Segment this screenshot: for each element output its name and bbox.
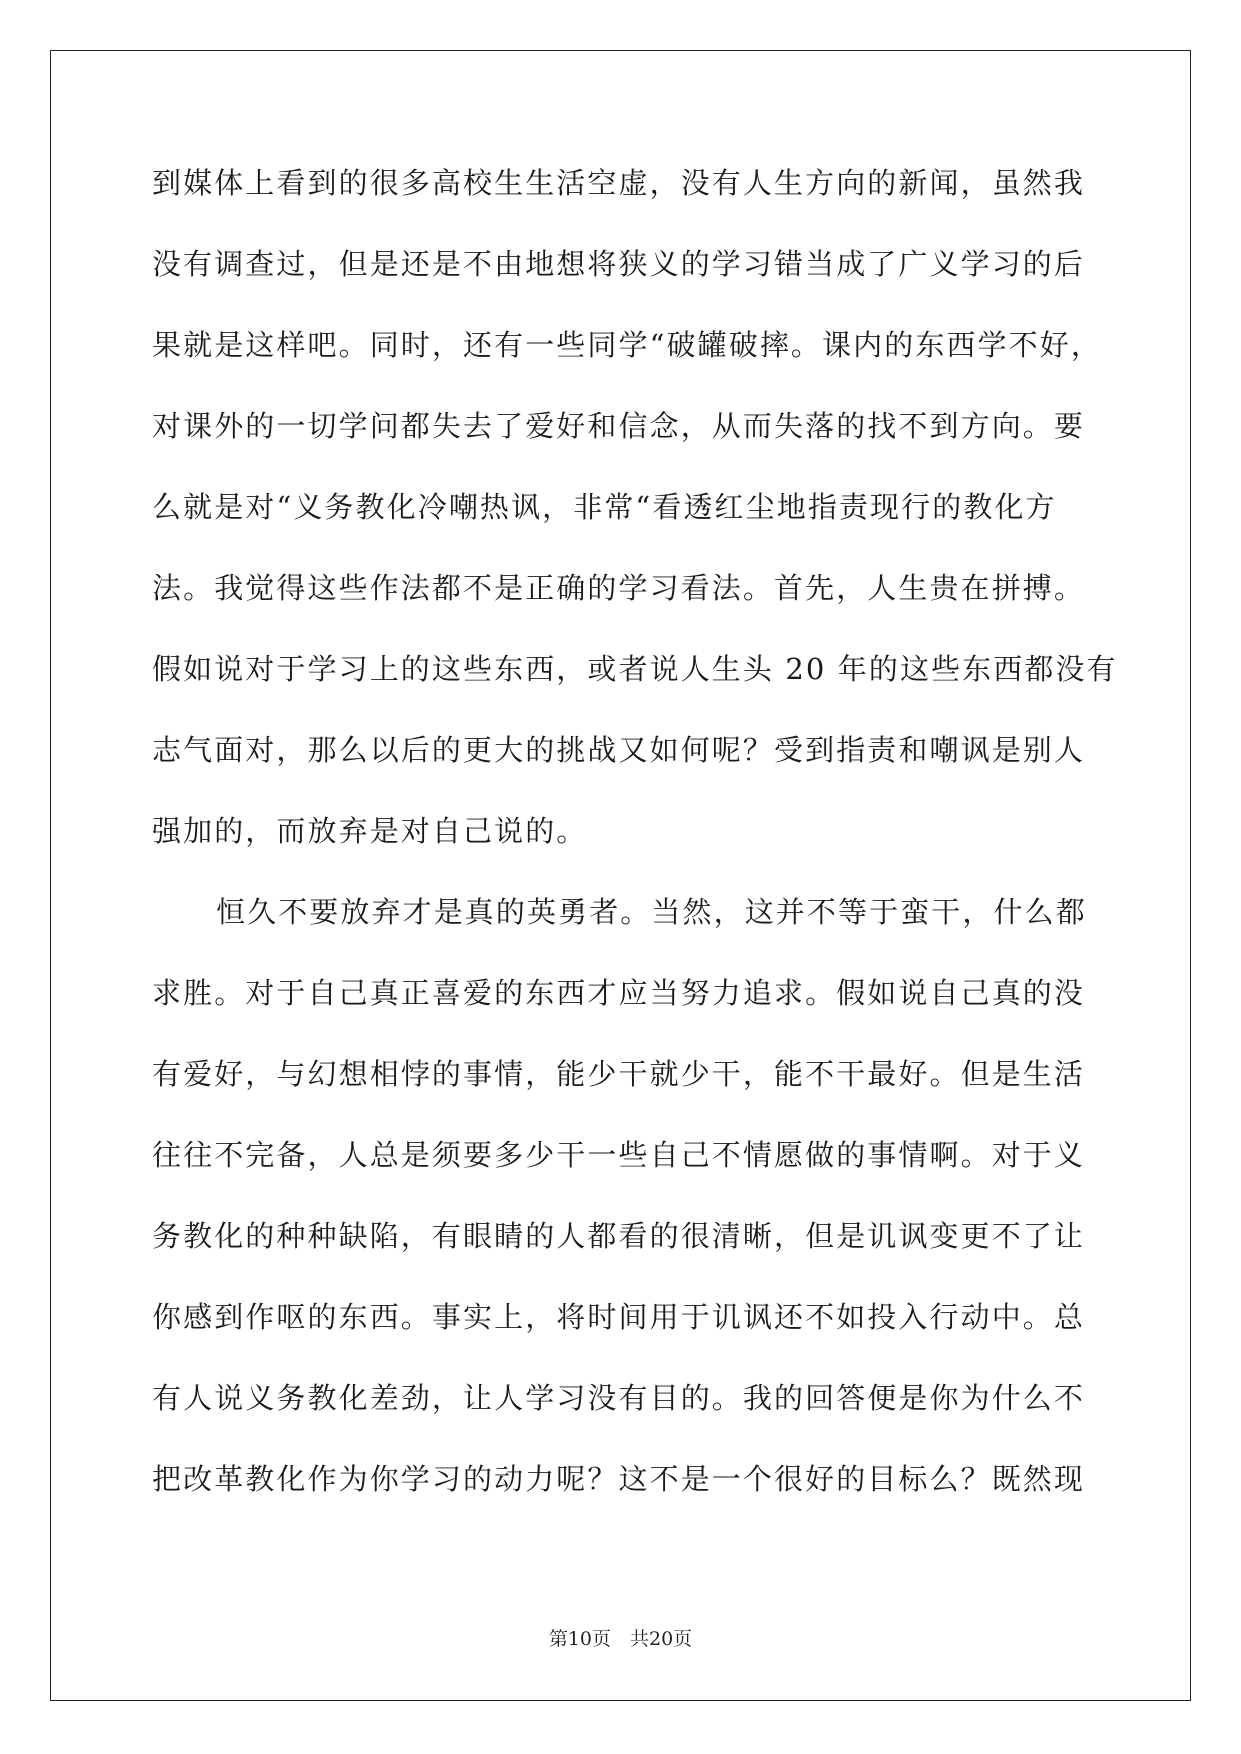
text-line: 没有调查过，但是还是不由地想将狭义的学习错当成了广义学习的后 [152, 247, 1086, 281]
page-number-footer: 第10页 共20页 [548, 1628, 693, 1650]
text-line: 到媒体上看到的很多高校生生活空虚，没有人生方向的新闻，虽然我 [152, 166, 1086, 200]
paragraph-start-line: 恒久不要放弃才是真的英勇者。当然，这并不等于蛮干，什么都 [216, 895, 1087, 929]
text-line: 有人说义务教化差劲，让人学习没有目的。我的回答便是你为什么不 [152, 1381, 1086, 1415]
text-line: 法。我觉得这些作法都不是正确的学习看法。首先，人生贵在拼搏。 [152, 571, 1086, 605]
text-line: 志气面对，那么以后的更大的挑战又如何呢？受到指责和嘲讽是别人 [152, 733, 1086, 767]
text-line: 假如说对于学习上的这些东西，或者说人生头 20 年的这些东西都没有 [152, 652, 1118, 686]
text-line: 求胜。对于自己真正喜爱的东西才应当努力追求。假如说自己真的没 [152, 976, 1086, 1010]
text-line: 强加的，而放弃是对自己说的。 [152, 814, 588, 848]
text-line: 把改革教化作为你学习的动力呢？这不是一个很好的目标么？既然现 [152, 1462, 1086, 1496]
text-line: 果就是这样吧。同时，还有一些同学“破罐破摔。课内的东西学不好， [152, 328, 1102, 362]
text-line: 对课外的一切学问都失去了爱好和信念，从而失落的找不到方向。要 [152, 409, 1086, 443]
text-line: 往往不完备，人总是须要多少干一些自己不情愿做的事情啊。对于义 [152, 1138, 1086, 1172]
text-line: 务教化的种种缺陷，有眼睛的人都看的很清晰，但是讥讽变更不了让 [152, 1219, 1086, 1253]
document-body [152, 160, 1118, 1537]
text-line: 有爱好，与幻想相悖的事情，能少干就少干，能不干最好。但是生活 [152, 1057, 1086, 1091]
text-line: 么就是对“义务教化冷嘲热讽，非常“看透红尘地指责现行的教化方 [152, 490, 1057, 524]
text-line: 你感到作呕的东西。事实上，将时间用于讥讽还不如投入行动中。总 [152, 1300, 1086, 1334]
